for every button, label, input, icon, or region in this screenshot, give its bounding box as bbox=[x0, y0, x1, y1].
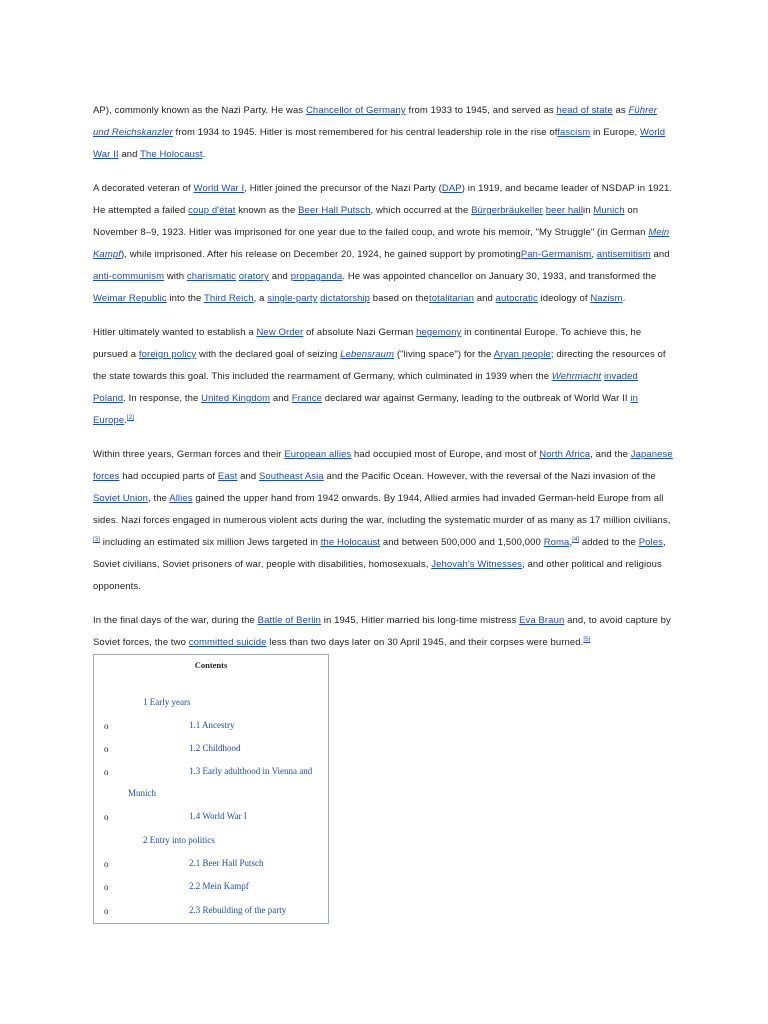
body-text: . bbox=[622, 293, 626, 304]
body-text: from 1933 to 1945, and served as bbox=[405, 105, 557, 116]
inline-link[interactable]: autocratic bbox=[495, 293, 538, 304]
body-text: gained the upper hand from 1942 onwards. By 1944, Allied armies had invaded German-held Europe from all sides. Nazi forces engaged in numerous violent acts during the war, including the systematic murder of as many as 17 million civilians, bbox=[93, 493, 671, 526]
inline-link[interactable]: committed suicide bbox=[188, 637, 267, 648]
inline-link[interactable]: anti-communism bbox=[93, 271, 165, 282]
body-text: , and the bbox=[590, 449, 631, 460]
body-text: with bbox=[164, 271, 187, 282]
body-text: Hitler ultimately wanted to establish a bbox=[93, 327, 257, 338]
body-text: . In response, the bbox=[123, 393, 202, 404]
body-text: ("living space") for the bbox=[394, 349, 494, 360]
body-text: , Soviet civilians, Soviet prisoners of war, people with disabilities, homosexuals, bbox=[93, 537, 666, 570]
inline-link[interactable]: Munich bbox=[593, 205, 625, 216]
citation-link[interactable]: [4] bbox=[572, 536, 580, 543]
body-text: from 1934 to 1945. Hitler is most remembered for his central leadership role in the rise of bbox=[172, 127, 558, 138]
body-text: ), while imprisoned. After his release on December 20, 1924, he gained support by promoting bbox=[120, 249, 521, 260]
inline-link[interactable]: Aryan people bbox=[493, 349, 551, 360]
inline-link[interactable]: beer hall bbox=[545, 205, 584, 216]
inline-link[interactable]: single-party bbox=[267, 293, 318, 304]
body-text: , bbox=[591, 249, 597, 260]
body-text: , bbox=[569, 537, 573, 548]
paragraph bbox=[93, 100, 673, 166]
body-text: less than two days later on 30 April 1945, and their corpses were burned. bbox=[266, 637, 584, 648]
body-text: had occupied most of Europe, and most of bbox=[351, 449, 540, 460]
paragraph bbox=[93, 610, 673, 654]
body-text: , Hitler joined the precursor of the Nazi Party ( bbox=[244, 183, 442, 194]
inline-link[interactable]: antisemitism bbox=[596, 249, 651, 260]
inline-link[interactable]: Poles bbox=[638, 537, 663, 548]
body-text: based on the bbox=[370, 293, 429, 304]
paragraph bbox=[93, 322, 673, 432]
inline-link[interactable]: Wehrmacht bbox=[551, 371, 602, 382]
body-text: and bbox=[650, 249, 670, 260]
toc-item[interactable]: 2.2 Mein Kampf bbox=[189, 881, 249, 891]
body-text: A decorated veteran of bbox=[93, 183, 194, 194]
body-text: , a bbox=[253, 293, 268, 304]
body-text: , the bbox=[148, 493, 170, 504]
toc-bullet: o bbox=[104, 906, 109, 916]
inline-link[interactable]: oratory bbox=[238, 271, 270, 282]
inline-link[interactable]: Battle of Berlin bbox=[257, 615, 322, 626]
inline-link[interactable]: invaded Poland bbox=[93, 371, 638, 404]
toc-bullet: o bbox=[104, 744, 109, 754]
inline-link[interactable]: North Africa bbox=[539, 449, 591, 460]
body-text: Within three years, German forces and their bbox=[93, 449, 285, 460]
body-text: added to the bbox=[579, 537, 639, 548]
body-text: and bbox=[473, 293, 496, 304]
body-text: ) in 1919, and became leader of NSDAP in 1921. He attempted a failed bbox=[93, 183, 673, 216]
toc-item[interactable]: 1.1 Ancestry bbox=[189, 720, 235, 730]
toc-item[interactable]: 1 Early years bbox=[143, 697, 191, 707]
inline-link[interactable]: Nazism bbox=[590, 293, 623, 304]
toc-bullet: o bbox=[104, 882, 109, 892]
inline-link[interactable]: The Holocaust bbox=[140, 149, 203, 160]
inline-link[interactable]: Pan-Germanism bbox=[520, 249, 592, 260]
inline-link[interactable]: foreign policy bbox=[138, 349, 197, 360]
body-text: ; directing the resources of the state towards this goal. This included the rearmament of Germany, which culminated in 1939 when the bbox=[93, 349, 666, 382]
body-text: in Europe, bbox=[590, 127, 641, 138]
toc-item[interactable]: 2.1 Beer Hall Putsch bbox=[189, 858, 264, 868]
toc-bullet: o bbox=[104, 812, 109, 822]
toc-item[interactable]: 1.2 Childhood bbox=[189, 743, 241, 753]
toc-bullet: o bbox=[104, 721, 109, 731]
body-text: and bbox=[270, 393, 292, 404]
inline-link[interactable]: Jehovah's Witnesses bbox=[431, 559, 523, 570]
inline-link[interactable]: United Kingdom bbox=[201, 393, 271, 404]
inline-link[interactable]: Chancellor of Germany bbox=[305, 105, 406, 116]
inline-link[interactable]: coup d'état bbox=[188, 205, 236, 216]
inline-link[interactable]: totalitarian bbox=[428, 293, 474, 304]
body-text: and between 500,000 and 1,500,000 bbox=[380, 537, 544, 548]
inline-link[interactable]: Roma bbox=[543, 537, 570, 548]
inline-link[interactable]: Beer Hall Putsch bbox=[298, 205, 371, 216]
citation-link[interactable]: [3] bbox=[93, 536, 100, 543]
inline-link[interactable]: head of state bbox=[556, 105, 613, 116]
body-text: with the declared goal of seizing bbox=[196, 349, 341, 360]
inline-link[interactable]: the Holocaust bbox=[320, 537, 381, 548]
body-text: of absolute Nazi German bbox=[303, 327, 417, 338]
inline-link[interactable]: Allies bbox=[169, 493, 193, 504]
paragraph bbox=[93, 178, 673, 310]
inline-link[interactable]: Eva Braun bbox=[519, 615, 565, 626]
inline-link[interactable]: Southeast Asia bbox=[258, 471, 324, 482]
body-text: had occupied parts of bbox=[119, 471, 218, 482]
paragraph bbox=[93, 444, 673, 598]
inline-link[interactable]: propaganda bbox=[290, 271, 343, 282]
body-text: on November 8–9, 1923. Hitler was imprisoned for one year due to the failed coup, and wrote his memoir, "My Struggle" (in German bbox=[93, 205, 649, 238]
body-text: . He was appointed chancellor on January 30, 1933, and transformed the bbox=[342, 271, 657, 282]
inline-link[interactable]: Führer und Reichskanzler bbox=[93, 105, 658, 138]
inline-link[interactable]: East bbox=[217, 471, 238, 482]
inline-link[interactable]: Soviet Union bbox=[93, 493, 149, 504]
inline-link[interactable]: Third Reich bbox=[203, 293, 254, 304]
body-text: and bbox=[237, 471, 259, 482]
body-text: and, to avoid capture by Soviet forces, the two bbox=[93, 615, 671, 648]
citation-link[interactable]: [5] bbox=[583, 636, 591, 643]
toc-item[interactable]: 2.3 Rebuilding of the party bbox=[189, 905, 287, 915]
table-of-contents bbox=[93, 654, 329, 924]
inline-link[interactable]: fascism bbox=[557, 127, 591, 138]
body-text: as bbox=[612, 105, 629, 116]
inline-link[interactable]: hegemony bbox=[416, 327, 462, 338]
body-text: in bbox=[583, 205, 594, 216]
inline-link[interactable]: France bbox=[291, 393, 322, 404]
toc-item[interactable]: 2 Entry into politics bbox=[143, 835, 215, 845]
inline-link[interactable]: dictatorship bbox=[320, 293, 371, 304]
body-text: in continental Europe. To achieve this, he pursued a bbox=[93, 327, 642, 360]
body-text: AP), commonly known as the Nazi Party. He was bbox=[93, 105, 306, 116]
body-text: . bbox=[202, 149, 206, 160]
toc-item[interactable]: 1.4 World War I bbox=[189, 811, 247, 821]
body-text: , and other political and religious opponents. bbox=[93, 559, 662, 592]
inline-link[interactable]: New Order bbox=[256, 327, 304, 338]
inline-link[interactable]: in Europe bbox=[93, 393, 638, 426]
inline-link[interactable]: Mein Kampf bbox=[93, 227, 670, 260]
inline-link[interactable]: Lebensraum bbox=[340, 349, 395, 360]
body-text: including an estimated six million Jews targeted in bbox=[99, 537, 321, 548]
inline-link[interactable]: Weimar Republic bbox=[93, 293, 167, 304]
body-text: in 1945, Hitler married his long-time mistress bbox=[321, 615, 520, 626]
inline-link[interactable]: Bürgerbräukeller bbox=[471, 205, 543, 216]
body-text: declared war against Germany, leading to the outbreak of World War II bbox=[321, 393, 631, 404]
article-body bbox=[93, 100, 673, 666]
citation-link[interactable]: [2] bbox=[126, 414, 134, 421]
body-text: known as the bbox=[235, 205, 299, 216]
body-text: and the Pacific Ocean. However, with the reversal of the Nazi invasion of the bbox=[323, 471, 656, 482]
inline-link[interactable]: European allies bbox=[284, 449, 352, 460]
body-text: into the bbox=[166, 293, 204, 304]
body-text: In the final days of the war, during the bbox=[93, 615, 258, 626]
body-text: ideology of bbox=[537, 293, 591, 304]
body-text: and bbox=[118, 149, 141, 160]
toc-bullet: o bbox=[104, 859, 109, 869]
toc-title: Contents bbox=[194, 660, 228, 670]
toc-item-continuation[interactable]: Munich bbox=[128, 788, 156, 798]
inline-link[interactable]: World War II bbox=[93, 127, 666, 160]
inline-link[interactable]: DAP bbox=[441, 183, 462, 194]
inline-link[interactable]: charismatic bbox=[186, 271, 237, 282]
body-text: , which occurred at the bbox=[370, 205, 472, 216]
inline-link[interactable]: Japanese forces bbox=[93, 449, 673, 482]
toc-bullet: o bbox=[104, 767, 109, 777]
inline-link[interactable]: World War I bbox=[193, 183, 245, 194]
toc-item[interactable]: 1.3 Early adulthood in Vienna and bbox=[189, 766, 313, 776]
body-text: and bbox=[269, 271, 291, 282]
body-text: . bbox=[124, 415, 127, 426]
